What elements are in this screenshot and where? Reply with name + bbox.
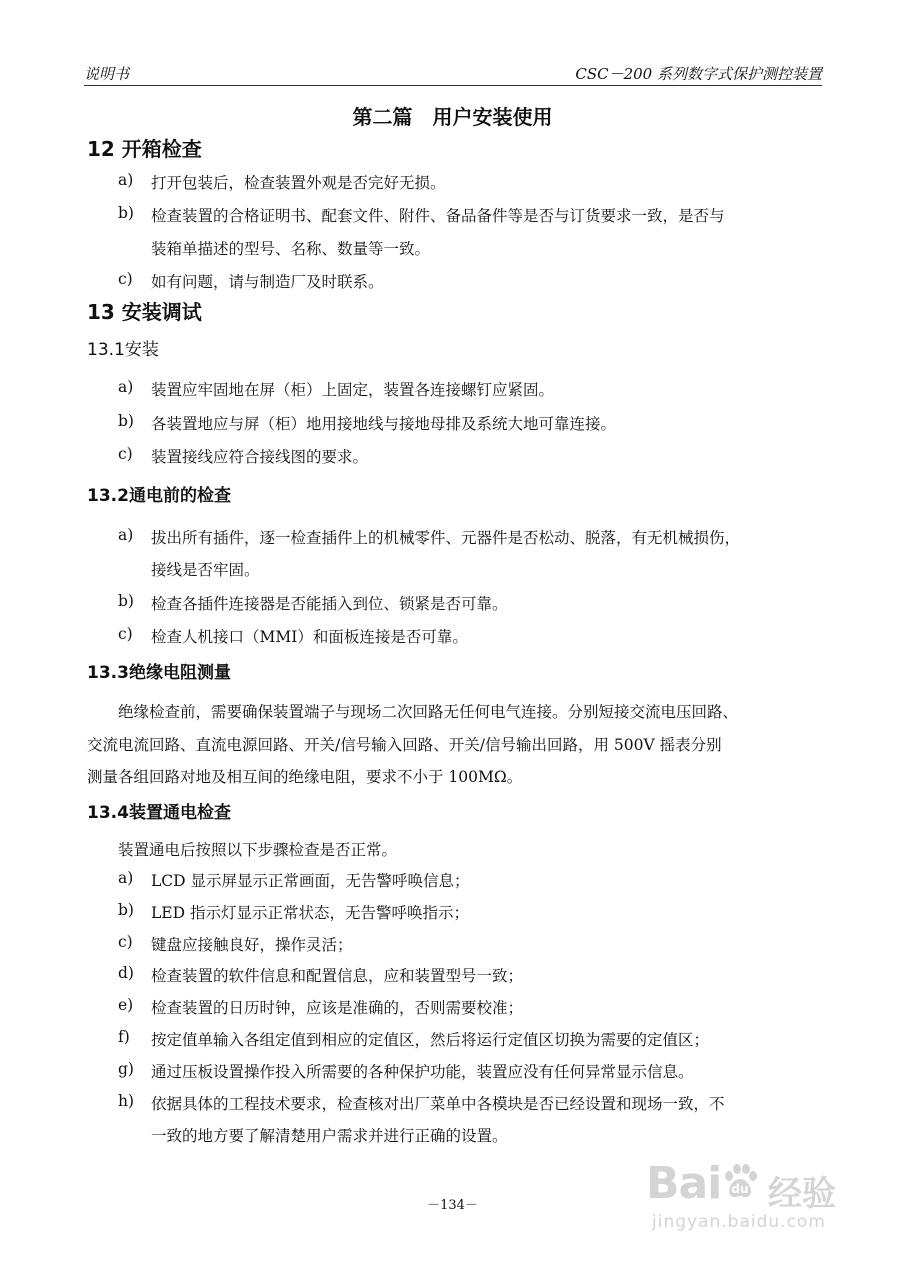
list-item-text: 键盘应接触良好，操作灵活；	[151, 936, 353, 954]
list-item-text: 检查各插件连接器是否能插入到位、锁紧是否可靠。	[151, 595, 508, 613]
list-item-text: 装置接线应符合接线图的要求。	[151, 448, 369, 466]
list-marker: b)	[118, 204, 134, 222]
list-item-text: 一致的地方要了解清楚用户需求并进行正确的设置。	[151, 1127, 508, 1145]
list-marker: a)	[118, 869, 134, 887]
list-item-text: 检查装置的日历时钟，应该是准确的，否则需要校准；	[151, 999, 524, 1017]
paragraph-line: 测量各组回路对地及相互间的绝缘电阻，要求不小于 100MΩ。	[87, 768, 523, 786]
list-marker: a)	[118, 378, 134, 396]
list-item-text: 拔出所有插件，逐一检查插件上的机械零件、元器件是否松动、脱落，有无机械损伤，	[151, 529, 741, 547]
part-title: 第二篇 用户安装使用	[352, 105, 553, 129]
list-item-text: 接线是否牢固。	[151, 561, 260, 579]
watermark-url: jingyan.baidu.com	[652, 1212, 826, 1232]
list-item-text: 装置应牢固地在屏（柜）上固定，装置各连接螺钉应紧固。	[151, 381, 555, 399]
list-marker: c)	[118, 625, 133, 643]
subsection-13-2-heading: 13.2通电前的检查	[87, 486, 231, 506]
section-13-heading: 13 安装调试	[87, 300, 202, 324]
subsection-13-4-heading: 13.4装置通电检查	[87, 803, 231, 823]
list-item-text: 装箱单描述的型号、名称、数量等一致。	[151, 240, 431, 258]
list-item-text: 检查人机接口（MMI）和面板连接是否可靠。	[151, 628, 468, 646]
list-marker: c)	[118, 270, 133, 288]
list-item-text: 检查装置的合格证明书、配套文件、附件、备品备件等是否与订货要求一致，是否与	[151, 207, 725, 225]
list-marker: b)	[118, 592, 134, 610]
list-marker: e)	[118, 996, 134, 1014]
section-12-heading: 12 开箱检查	[87, 137, 202, 161]
subsection-13-3-heading: 13.3绝缘电阻测量	[87, 663, 231, 683]
list-item-text: 通过压板设置操作投入所需要的各种保护功能，装置应没有任何异常显示信息。	[151, 1063, 694, 1081]
svg-text:du: du	[731, 1182, 749, 1196]
page-number: －134－	[427, 1198, 478, 1213]
baidu-jingyan-watermark	[646, 1158, 876, 1242]
list-marker: a)	[118, 526, 134, 544]
paragraph-line: 绝缘检查前，需要确保装置端子与现场二次回路无任何电气连接。分别短接交流电压回路、	[118, 703, 739, 721]
paragraph-intro: 装置通电后按照以下步骤检查是否正常。	[118, 841, 398, 859]
watermark-brand-cn: 经验	[768, 1174, 836, 1214]
list-item-text: LED 指示灯显示正常状态，无告警呼唤指示；	[151, 904, 469, 922]
list-item-text: 依据具体的工程技术要求，检查核对出厂菜单中各模块是否已经设置和现场一致，不	[151, 1095, 725, 1113]
list-item-text: 如有问题，请与制造厂及时联系。	[151, 273, 384, 291]
baidu-paw-icon	[720, 1162, 760, 1202]
list-marker: g)	[118, 1060, 134, 1078]
list-item-text: 按定值单输入各组定值到相应的定值区，然后将运行定值区切换为需要的定值区；	[151, 1031, 710, 1049]
list-marker: a)	[118, 171, 134, 189]
subsection-13-1-heading: 13.1安装	[87, 340, 159, 360]
list-marker: d)	[118, 964, 134, 982]
list-item-text: 检查装置的软件信息和配置信息，应和装置型号一致；	[151, 967, 524, 985]
list-item-text: 打开包装后，检查装置外观是否完好无损。	[151, 174, 446, 192]
paragraph-line: 交流电流回路、直流电源回路、开关/信号输入回路、开关/信号输出回路，用 500V 摇表分别	[87, 736, 722, 754]
watermark-brand: Bai	[646, 1158, 722, 1209]
list-marker: h)	[118, 1092, 135, 1110]
list-item-text: 各装置地应与屏（柜）地用接地线与接地母排及系统大地可靠连接。	[151, 415, 617, 433]
list-marker: b)	[118, 412, 134, 430]
header-doc-type: 说明书	[84, 65, 130, 83]
header-product-name: CSC－200 系列数字式保护测控装置	[575, 65, 822, 83]
list-item-text: LCD 显示屏显示正常画面，无告警呼唤信息；	[151, 872, 470, 890]
list-marker: f)	[118, 1028, 130, 1046]
list-marker: c)	[118, 445, 133, 463]
list-marker: b)	[118, 901, 134, 919]
list-marker: c)	[118, 933, 133, 951]
